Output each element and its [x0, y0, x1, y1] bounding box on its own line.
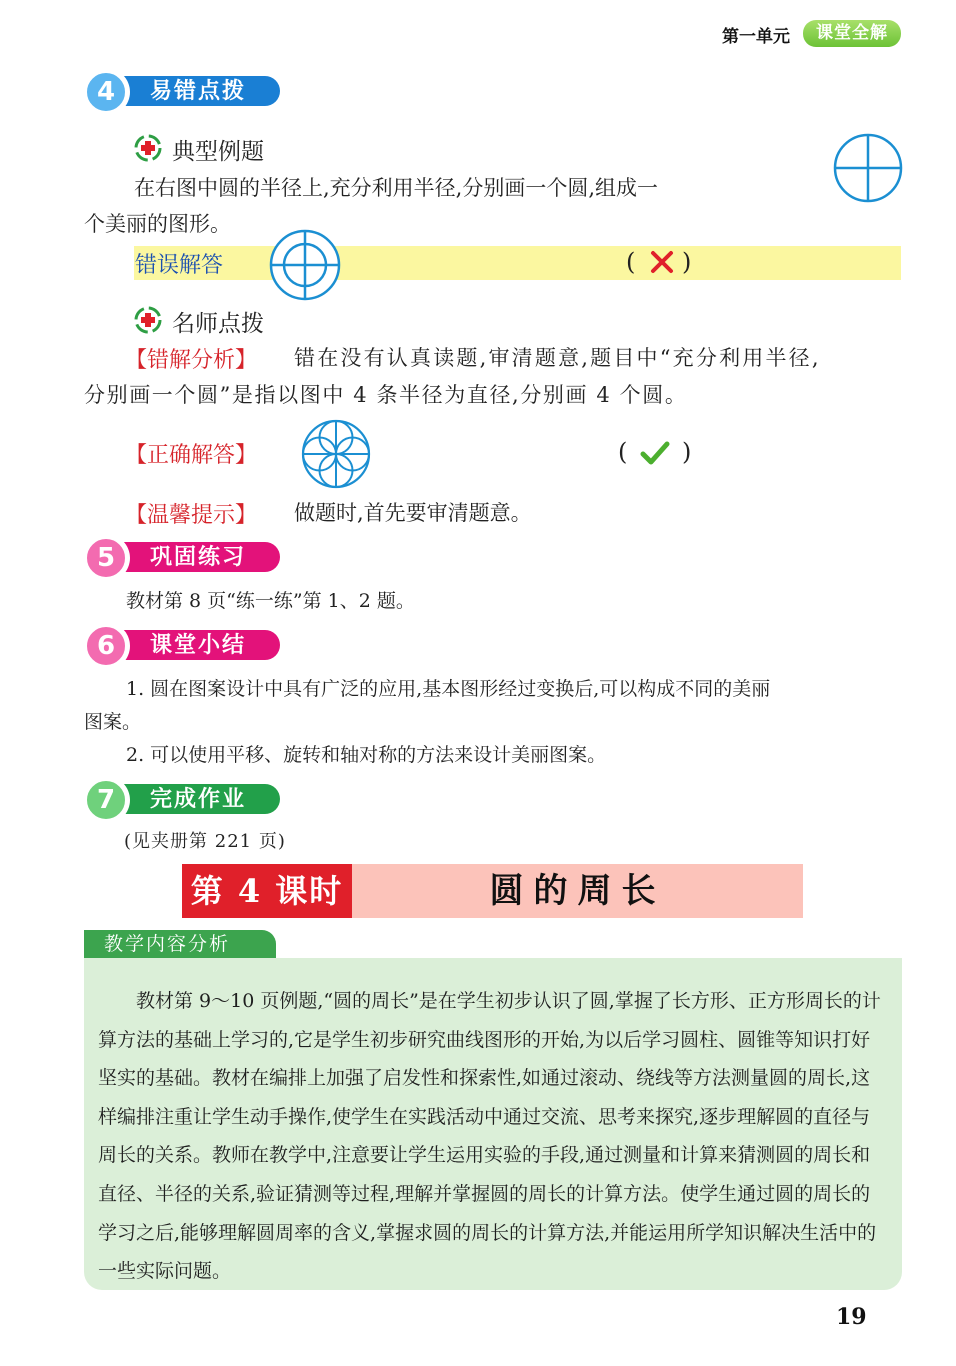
section-title: 易错点拨 [118, 76, 280, 106]
tip-text: 做题时,首先要审清题意。 [294, 501, 532, 525]
example-title: 典型例题 [172, 139, 264, 165]
example-line-2: 个美丽的图形。 [84, 212, 231, 236]
correct-answer-label: 【正确解答】 [125, 443, 258, 468]
lesson-period: 第 4 课时 [182, 864, 352, 918]
section-number: 5 [84, 536, 128, 580]
wrong-paren-close: ) [682, 248, 692, 276]
recycle-icon [134, 134, 162, 162]
page-number: 19 [836, 1304, 867, 1330]
correct-paren-open: ( [618, 438, 628, 466]
cross-mark-icon [650, 250, 674, 274]
section-number: 4 [84, 70, 128, 114]
section-4-header [84, 70, 284, 110]
teacher-tips-title: 名师点拨 [172, 311, 264, 337]
section-title: 完成作业 [118, 784, 280, 814]
wrong-answer-band [134, 246, 901, 280]
summary-item-1-line-2: 图案。 [84, 711, 142, 733]
wrong-answer-figure [268, 228, 342, 302]
analysis-tab: 教学内容分析 [84, 930, 276, 958]
homework-text: (见夹册第 221 页) [124, 831, 286, 852]
section-title: 巩固练习 [118, 542, 280, 572]
lesson-title: 圆的周长 [352, 864, 803, 918]
error-analysis-label: 【错解分析】 [125, 348, 258, 373]
check-mark-icon [640, 440, 670, 466]
error-analysis-line-2: 分别画一个圆”是指以图中 4 条半径为直径,分别画 4 个圆。 [84, 383, 688, 407]
section-number: 6 [84, 624, 128, 668]
analysis-text: 教材第 9～10 页例题,“圆的周长”是在学生初步认识了圆,掌握了长方形、正方形周长的计算方法的基础上学习的,它是学生初步研究曲线图形的开始,为以后学习圆柱、圆锥等知识打好坚实的基础。教材在编排上加强了启发性和探索性,如通过滚动、绕线等方法测量圆的周长,这样编排注重让学生动手操作,使学生在实践活动中通过交流、思考来探究,逐步理解圆的直径与周长的关系。教师在教学中,注意要让学生运用实验的手段,通过测量和计算来猜测圆的周长和直径、半径的关系,验证猜测等过程,理解并掌握圆的周长的计算方法。使学生通过圆的周长的学习之后,能够理解圆周率的含义,掌握求圆的周长的计算方法,并能运用所学知识解决生活中的一些实际问题。 [98, 990, 881, 1283]
error-analysis-line-1: 错在没有认真读题,审清题意,题目中“充分利用半径, [294, 346, 821, 370]
correct-paren-close: ) [682, 438, 692, 466]
section-7-header [84, 778, 284, 818]
summary-item-1-line-1: 1. 圆在图案设计中具有广泛的应用,基本图形经过变换后,可以构成不同的美丽 [126, 678, 771, 700]
practice-text: 教材第 8 页“练一练”第 1、2 题。 [126, 590, 415, 612]
wrong-paren-open: ( [626, 248, 636, 276]
tip-label: 【温馨提示】 [125, 503, 258, 528]
header-badge: 课堂全解 [803, 20, 901, 47]
recycle-icon [134, 306, 162, 334]
section-5-header [84, 536, 284, 576]
header-unit: 第一单元 [722, 27, 790, 47]
summary-item-2: 2. 可以使用平移、旋转和轴对称的方法来设计美丽图案。 [126, 744, 607, 766]
analysis-box [84, 958, 902, 1290]
example-line-1: 在右图中圆的半径上,充分利用半径,分别画一个圆,组成一 [134, 176, 659, 200]
correct-answer-figure [300, 418, 372, 490]
section-title: 课堂小结 [118, 630, 280, 660]
wrong-answer-label: 错误解答 [135, 253, 224, 278]
section-number: 7 [84, 778, 128, 822]
question-circle-figure [832, 132, 904, 204]
section-6-header [84, 624, 284, 664]
